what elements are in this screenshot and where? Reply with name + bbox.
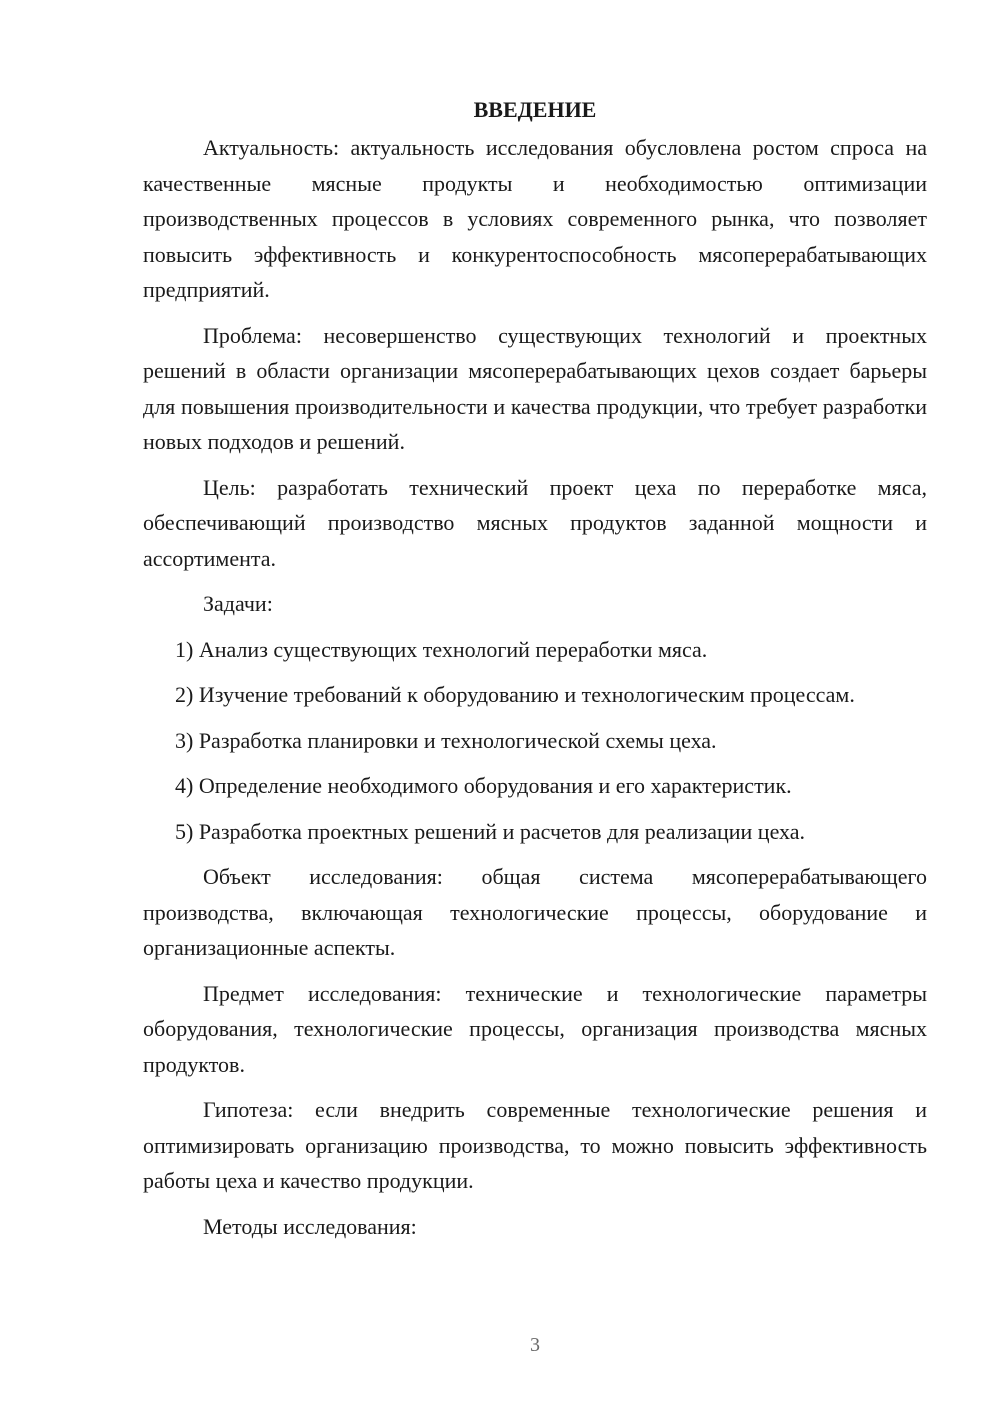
paragraph-subject: Предмет исследования: технические и технологические параметры оборудования, технологические процессы, организация производства мясных продуктов. xyxy=(143,980,927,1077)
paragraph-hypothesis: Гипотеза: если внедрить современные технологические решения и оптимизировать организацию производства, то можно повысить эффективность работы цеха и качество продукции. xyxy=(143,1097,927,1193)
methods-heading: Методы исследования: xyxy=(203,1213,417,1239)
paragraph-goal: Цель: разработать технический проект цеха по переработке мяса, обеспечивающий производство мясных продуктов заданной мощности и ассортимента. xyxy=(143,474,927,571)
tasks-heading: Задачи: xyxy=(203,591,273,616)
paragraph-object: Объект исследования: общая система мясоперерабатывающего производства, включающая технологические процессы, оборудование и организационные аспекты. xyxy=(143,864,927,960)
task-item-1: 1) Анализ существующих технологий переработки мяса. xyxy=(175,636,708,662)
paragraph-relevance: Актуальность: актуальность исследования обусловлена ростом спроса на качественные мясные продукты и необходимостью оптимизации производственных процессов в условиях современного рынка, что позволяет повысить эффективность и конкурентоспособность мясоперерабатывающих предприятий. xyxy=(143,135,927,302)
task-item-5: 5) Разработка проектных решений и расчетов для реализации цеха. xyxy=(175,818,806,844)
page-number: 3 xyxy=(530,1334,540,1356)
page-content xyxy=(143,92,927,1254)
task-item-2: 2) Изучение требований к оборудованию и технологическим процессам. xyxy=(175,682,855,707)
page-title: ВВЕДЕНИЕ xyxy=(473,97,597,122)
task-item-3: 3) Разработка планировки и технологической схемы цеха. xyxy=(175,727,717,753)
task-item-4: 4) Определение необходимого оборудования и его характеристик. xyxy=(175,773,792,798)
paragraph-problem: Проблема: несовершенство существующих технологий и проектных решений в области организации мясоперерабатывающих цехов создает барьеры для повышения производительности и качества продукции, что требует разработки новых подходов и решений. xyxy=(143,322,927,454)
